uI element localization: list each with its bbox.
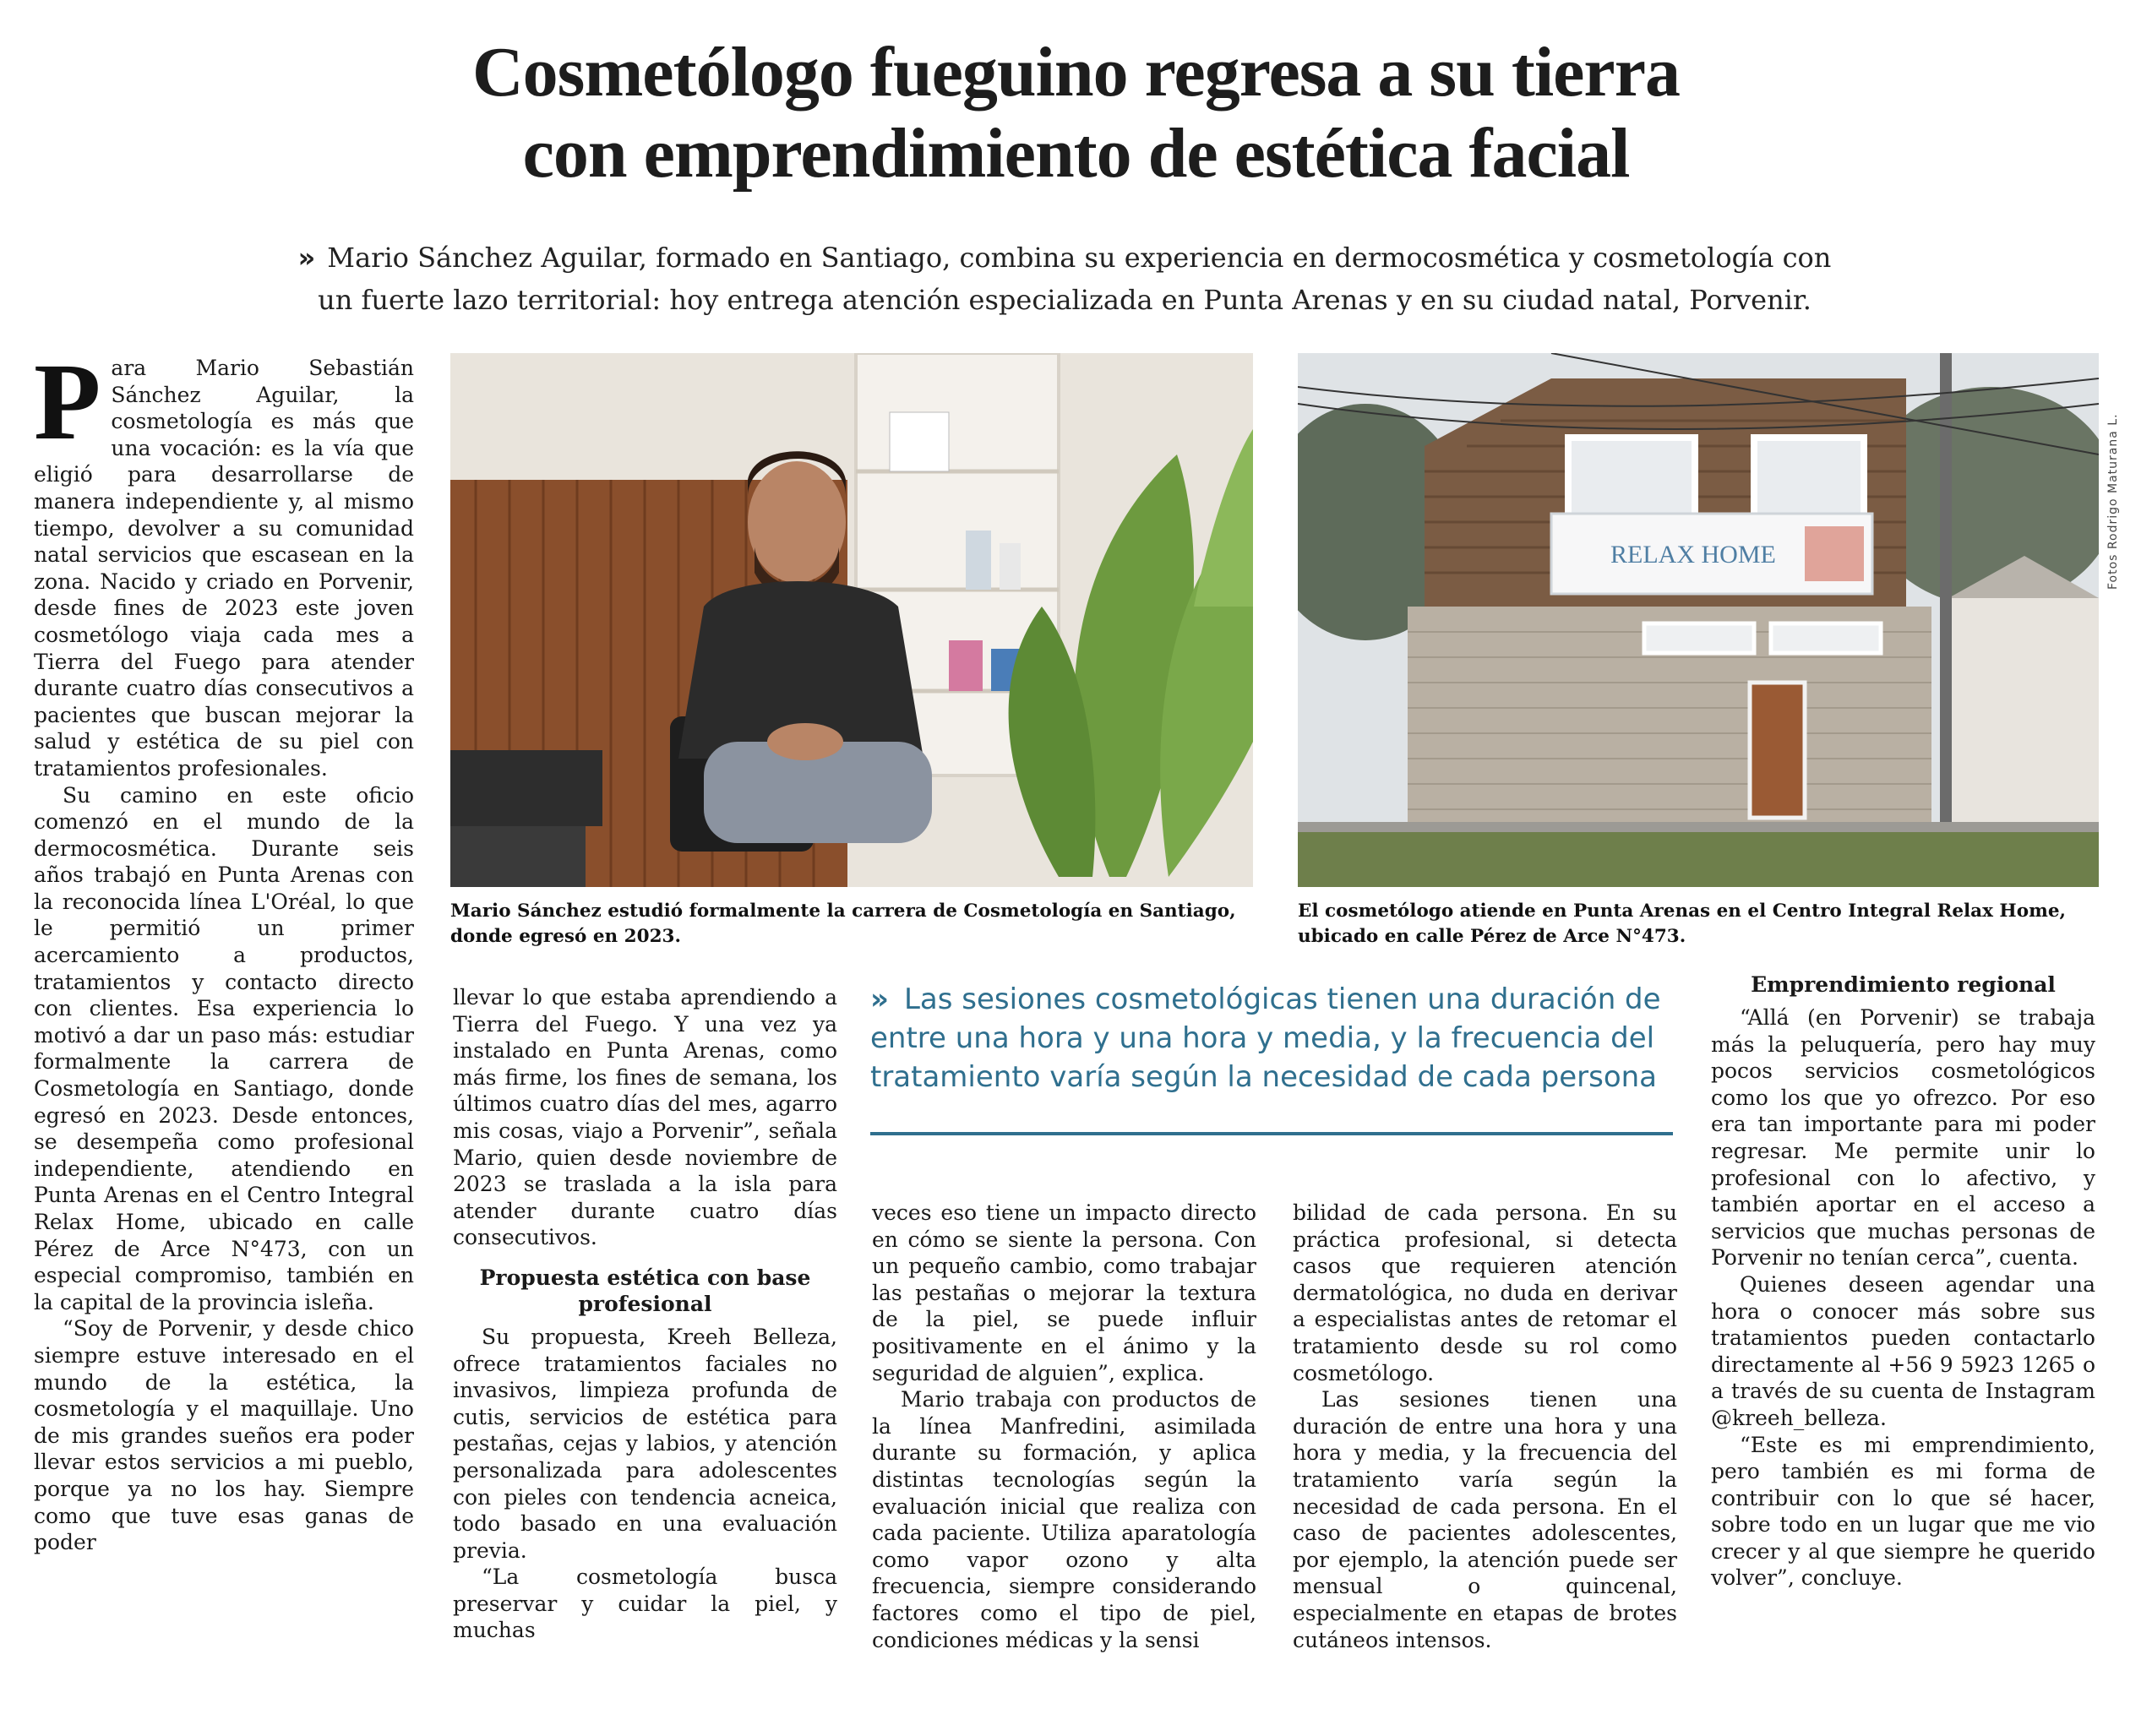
text-column-4 [1293, 1200, 1677, 1653]
paragraph: Su camino en este oficio comenzó en el mundo de la dermocosmética. Durante seis años trabajó en Punta Arenas con la reconocida línea L'Oréal, lo que le permitió un primer acercamiento a productos, tratamientos y contacto directo con clientes. Esa experiencia lo motivó a dar un paso más: estudiar formalmente la carrera de Cosmetología en Santiago, donde egresó en 2023. Desde entonces, se desempeña como profesional independiente, atendiendo en Punta Arenas en el Centro Integral Relax Home, ubicado en calle Pérez de Arce N°473, con un especial compromiso, también en la capital de la provincia isleña. [34, 782, 414, 1314]
section-heading: Emprendimiento regional [1751, 972, 2056, 997]
headline [0, 32, 2152, 194]
subhead-marker: » [297, 242, 316, 274]
photo-credit: Fotos Rodrigo Maturana L. [2106, 413, 2120, 590]
text-column-1 [34, 341, 414, 1556]
photo-caption-2: El cosmetólogo atiende en Punta Arenas en el Centro Integral Relax Home, ubicado en calle Pérez de Arce N°473. [1298, 901, 2066, 947]
paragraph: Quienes deseen agendar una hora o conocer más sobre sus tratamientos pueden contactarlo directamente al +56 9 5923 1265 o a través de su cuenta de Instagram @kreeh_belleza. [1711, 1271, 2095, 1430]
pull-quote-marker: » [870, 982, 889, 1016]
photo-building [1298, 353, 2099, 887]
paragraph: Las sesiones tienen una duración de entre una hora y una hora y media, y la frecuencia del tratamiento varía según la necesidad de cada persona. En el caso de pacientes adolescentes, por ejemplo, la atención puede ser mensual o quincenal, especialmente en etapas de brotes cutáneos intensos. [1293, 1387, 1677, 1652]
paragraph: Para Mario Sebastián Sánchez Aguilar, la cosmetología es más que una vocación: es la vía que eligió para desarrollarse de manera independiente y, al mismo tiempo, devolver a su comunidad natal servicios que escasean en la zona. Nacido y criado en Porvenir, desde fines de 2023 este joven cosmetólogo viaja cada mes a Tierra del Fuego para atender durante cuatro días consecutivos a pacientes que buscan mejorar la salud y estética de su piel con tratamientos profesionales. [34, 341, 414, 781]
subhead-line-1: Mario Sánchez Aguilar, formado en Santiago, combina su experiencia en dermocosmética y cosmetología con [327, 242, 1832, 274]
photo-cosmetologist [450, 353, 1253, 887]
pull-quote [870, 980, 1664, 1097]
paragraph: bilidad de cada persona. En su práctica profesional, si detecta casos que requieren atención dermatológica, no duda en derivar a especialistas antes de retomar el tratamiento desde su rol como cosmetólogo. [1293, 1200, 1677, 1385]
building-sign-text: RELAX HOME [1610, 541, 1776, 569]
paragraph: “Este es mi emprendimiento, pero también es mi forma de contribuir con lo que sé hacer, sobre todo en un lugar que me vio crecer y al que siempre he querido volver”, concluye. [1711, 1432, 2095, 1591]
paragraph: “La cosmetología busca preservar y cuidar la piel, y muchas [453, 1565, 837, 1643]
paragraph: “Allá (en Porvenir) se trabaja más la peluquería, pero hay muy pocos servicios cosmetológicos como los que yo ofrezco. Por eso era tan importante para mi poder regresar. Me permite unir lo profesional con lo afectivo, y también aportar en el acceso a servicios que muchas personas de Porvenir no tenían cerca”, cuenta. [1711, 1005, 2095, 1271]
paragraph: Mario trabaja con productos de la línea Manfredini, asimilada durante su formación, y aplica distintas tecnologías según la evaluación inicial que realiza con cada paciente. Utiliza aparatología como vapor ozono y alta frecuencia, siempre considerando factores como el tipo de piel, condiciones médicas y la sensi [872, 1387, 1256, 1652]
headline-line-2: con emprendimiento de estética facial [522, 114, 1630, 193]
headline-line-1: Cosmetólogo fueguino regresa a su tierra [471, 33, 1680, 112]
text-column-3 [872, 1200, 1256, 1653]
text-column-5 [1711, 971, 2095, 1592]
photo-caption-1: Mario Sánchez estudió formalmente la carrera de Cosmetología en Santiago, donde egresó en 2023. [450, 901, 1236, 947]
subhead-line-2: un fuerte lazo territorial: hoy entrega atención especializada en Punta Arenas y en su ciudad natal, Porvenir. [318, 284, 1811, 316]
pull-quote-rule [870, 1132, 1673, 1135]
subhead [228, 237, 1901, 321]
text-column-2 [453, 984, 837, 1644]
pull-quote-text: Las sesiones cosmetológicas tienen una duración de entre una hora y una hora y media, y la frecuencia del tratamiento varía según la necesidad de cada persona [870, 982, 1661, 1094]
paragraph: veces eso tiene un impacto directo en cómo se siente la persona. Con un pequeño cambio, como trabajar las pestañas o mejorar la textura de la piel, se puede influir positivamente en el ánimo y la seguridad de alguien”, explica. [872, 1200, 1256, 1385]
paragraph: llevar lo que estaba aprendiendo a Tierra del Fuego. Y una vez ya instalado en Punta Arenas, como más firme, los fines de semana, los últimos cuatro días del mes, agarro mis cosas, viajo a Porvenir”, señala Mario, quien desde noviembre de 2023 se traslada a la isla para atender durante cuatro días consecutivos. [453, 985, 837, 1250]
section-heading: Propuesta estética con base profesional [479, 1265, 811, 1316]
paragraph: Su propuesta, Kreeh Belleza, ofrece tratamientos faciales no invasivos, limpieza profunda de cutis, servicios de estética para pestañas, cejas y labios, y atención personalizada para adolescentes con pieles con tendencia acneica, todo basado en una evaluación previa. [453, 1324, 837, 1563]
paragraph: “Soy de Porvenir, y desde chico siempre estuve interesado en el mundo de la estética, la cosmetología y el maquillaje. Uno de mis grandes sueños era poder llevar estos servicios a mi pueblo, porque ya no los hay. Siempre como que tuve esas ganas de poder [34, 1316, 414, 1555]
